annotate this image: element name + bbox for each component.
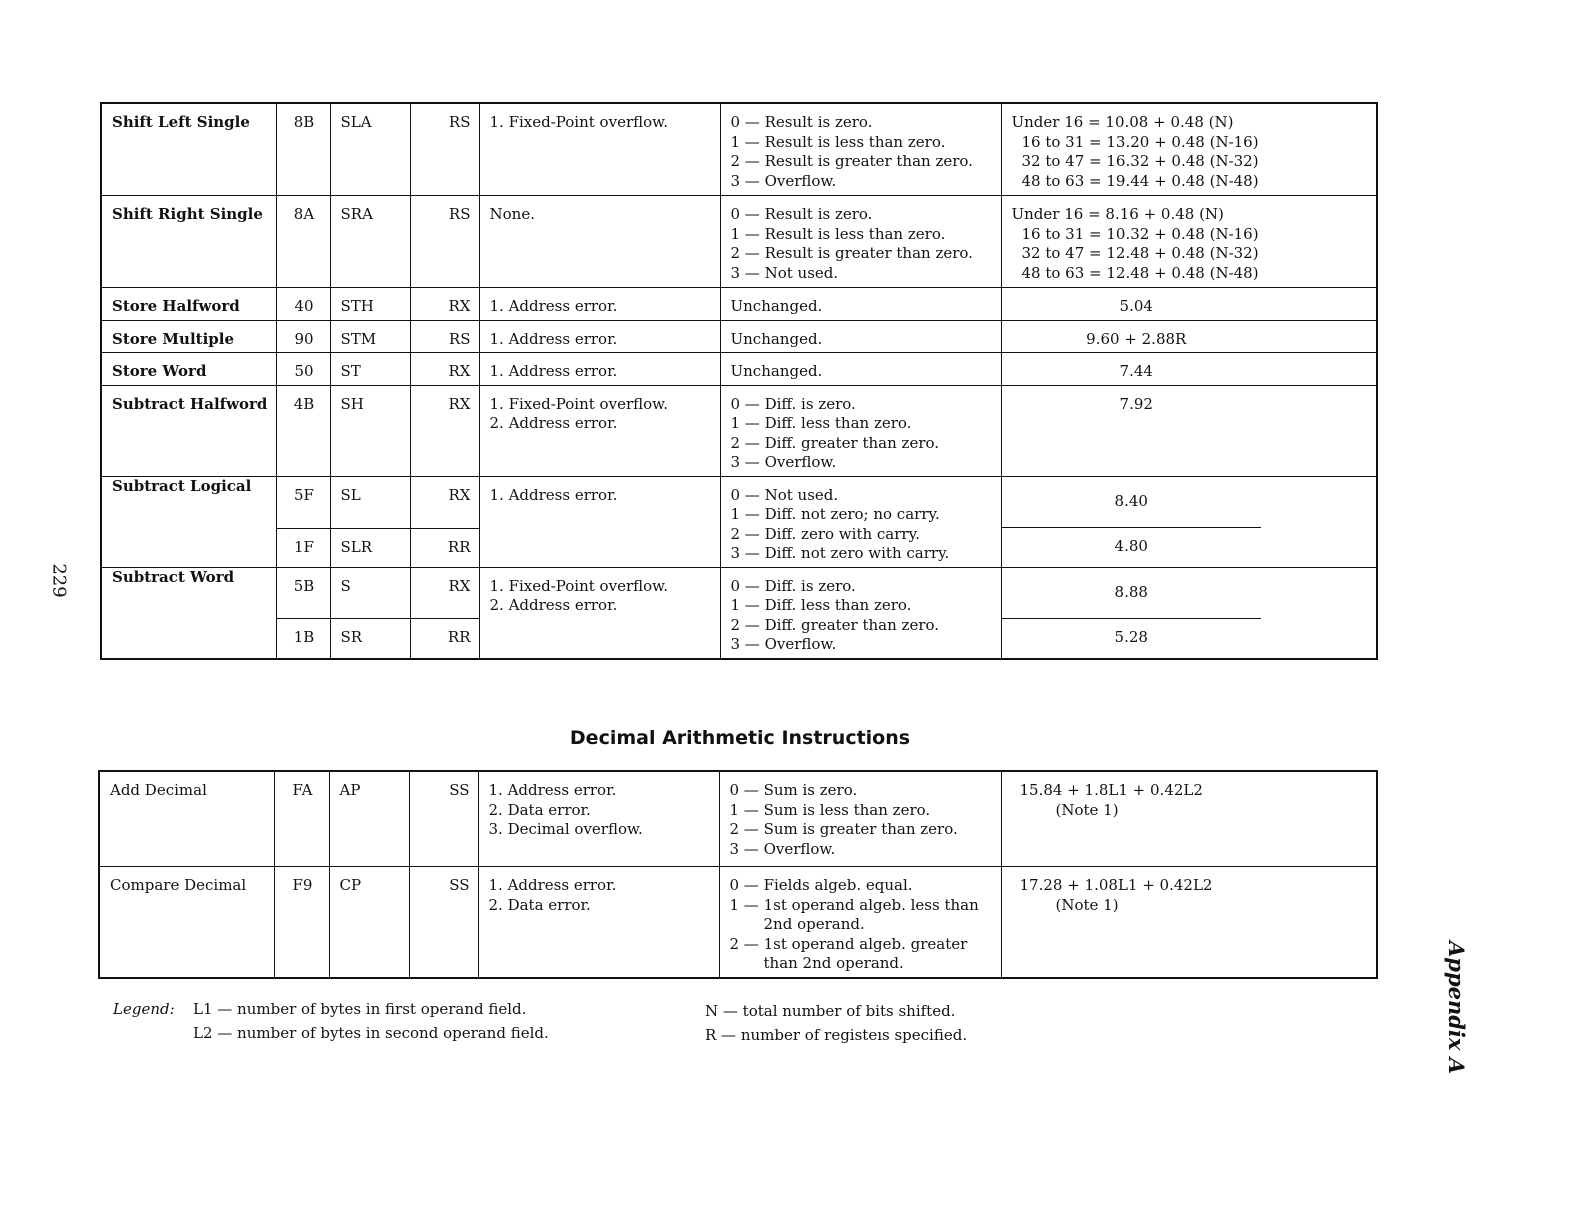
timing-text: 5.28 xyxy=(1114,628,1148,647)
mnemonic-text: STM xyxy=(340,329,377,348)
condition-code-line: 3 — Overflow. xyxy=(730,635,837,653)
exceptions xyxy=(479,567,720,659)
table-row xyxy=(101,476,1377,528)
mnemonic xyxy=(330,528,410,567)
timing xyxy=(1001,103,1377,196)
mnemonic xyxy=(330,619,410,659)
format-type-text: SS xyxy=(449,876,470,894)
timing-line: 15.84 + 1.8L1 + 0.42L2 xyxy=(1019,781,1203,799)
legend-l1: L1 — number of bytes in first operand field. xyxy=(193,1000,527,1018)
format-type xyxy=(410,528,479,567)
format-type xyxy=(410,288,479,321)
mnemonic-text: SRA xyxy=(340,205,373,223)
condition-code-line: 1 — Sum is less than zero. xyxy=(729,800,931,819)
timing-text: 4.80 xyxy=(1114,537,1148,556)
format-type xyxy=(410,320,479,353)
timing-text: 7.44 xyxy=(1119,362,1153,380)
op-code-text: 5B xyxy=(293,576,315,595)
table-row xyxy=(99,771,1377,867)
condition-code-line: 2 — Result is greater than zero. xyxy=(730,244,973,262)
instruction-name-text: Store Word xyxy=(112,362,207,380)
format-type-text: RX xyxy=(448,485,471,504)
condition-code xyxy=(719,867,1001,978)
condition-code-line: 2nd operand. xyxy=(763,915,865,933)
instruction-name xyxy=(101,103,276,196)
exception-line: 1. Fixed-Point overflow. xyxy=(489,394,668,413)
timing-line: Under 16 = 8.16 + 0.48 (N) xyxy=(1011,205,1224,223)
op-code-text: 1F xyxy=(294,537,314,556)
op-code xyxy=(276,353,330,386)
instruction-table-decimal xyxy=(98,770,1378,979)
legend-l2: L2 — number of bytes in second operand field. xyxy=(193,1024,549,1042)
exceptions xyxy=(478,867,719,978)
table-row xyxy=(101,320,1377,353)
mnemonic xyxy=(330,320,410,353)
condition-code-line: 0 — Sum is zero. xyxy=(729,781,858,799)
instruction-name xyxy=(101,567,276,659)
timing xyxy=(1001,567,1377,659)
instruction-name-text: Shift Right Single xyxy=(112,205,263,223)
exception-line: 1. Address error. xyxy=(489,362,618,380)
timing-text: 7.92 xyxy=(1119,394,1153,413)
exception-line: 2. Data error. xyxy=(488,895,591,914)
op-code xyxy=(274,771,329,867)
exceptions xyxy=(479,288,720,321)
mnemonic-text: CP xyxy=(339,876,362,894)
format-type xyxy=(410,353,479,386)
timing-text: 8.40 xyxy=(1002,477,1262,528)
condition-code-line: 3 — Overflow. xyxy=(730,171,837,190)
mnemonic-text: ST xyxy=(340,362,361,380)
condition-code-line: Unchanged. xyxy=(730,362,823,380)
format-type xyxy=(409,771,478,867)
op-code-text: 1B xyxy=(293,628,315,647)
exception-line: 1. Address error. xyxy=(488,781,617,799)
instruction-name xyxy=(101,288,276,321)
condition-code-line: 3 — Not used. xyxy=(730,263,839,282)
legend-r: R — number of registeıs specified. xyxy=(705,1026,968,1044)
op-code xyxy=(276,476,330,528)
instruction-name xyxy=(101,476,276,567)
mnemonic xyxy=(330,196,410,288)
format-type-text: SS xyxy=(449,781,470,799)
format-type-text: RX xyxy=(448,394,471,413)
exception-line: 1. Address error. xyxy=(489,297,618,315)
format-type-text: RS xyxy=(448,329,471,348)
timing xyxy=(1001,867,1377,978)
condition-code-line: 2 — Sum is greater than zero. xyxy=(729,820,958,838)
section-title: Decimal Arithmetic Instructions xyxy=(569,727,911,749)
exception-line: 1. Fixed-Point overflow. xyxy=(489,576,668,595)
condition-code-line: 0 — Result is zero. xyxy=(730,113,873,131)
timing-line: 32 to 47 = 16.32 + 0.48 (N-32) xyxy=(1021,152,1259,170)
instruction-name-text: Subtract Logical xyxy=(112,476,252,495)
mnemonic-text: SR xyxy=(340,628,363,647)
table-row xyxy=(101,567,1377,619)
timing xyxy=(1001,385,1377,476)
format-type-text: RX xyxy=(448,362,471,380)
format-type-text: RX xyxy=(448,297,471,315)
instruction-name-text: Compare Decimal xyxy=(110,876,247,894)
exception-line: 1. Address error. xyxy=(489,329,618,348)
legend-n: N — total number of bits shifted. xyxy=(705,1002,956,1020)
condition-code xyxy=(720,103,1001,196)
timing-split xyxy=(1002,477,1377,567)
timing-line: 32 to 47 = 12.48 + 0.48 (N-32) xyxy=(1021,244,1259,262)
instruction-name xyxy=(101,320,276,353)
table-2-body xyxy=(99,771,1377,978)
exception-line: 1. Fixed-Point overflow. xyxy=(489,113,668,131)
timing xyxy=(1001,288,1377,321)
table-row xyxy=(99,867,1377,978)
instruction-name xyxy=(101,353,276,386)
op-code xyxy=(276,103,330,196)
page-number: 229 xyxy=(48,563,70,598)
condition-code-line: 3 — Overflow. xyxy=(729,839,836,858)
condition-code-line: than 2nd operand. xyxy=(763,954,904,972)
op-code-text: 4B xyxy=(293,394,315,413)
condition-code-line: 1 — Result is less than zero. xyxy=(730,132,946,151)
table-row xyxy=(101,288,1377,321)
mnemonic-text: S xyxy=(340,576,351,595)
condition-code-line: Unchanged. xyxy=(730,297,823,315)
condition-code-line: 0 — Fields algeb. equal. xyxy=(729,876,913,894)
exception-line: 2. Address error. xyxy=(489,414,618,432)
condition-code-line: 0 — Not used. xyxy=(730,485,839,504)
format-type xyxy=(410,567,479,619)
exception-line: None. xyxy=(489,205,535,223)
condition-code-line: 2 — Diff. greater than zero. xyxy=(730,615,940,634)
table-row xyxy=(101,103,1377,196)
format-type xyxy=(410,619,479,659)
exception-line: 1. Address error. xyxy=(489,485,618,504)
timing-text: 9.60 + 2.88R xyxy=(1086,329,1187,348)
condition-code xyxy=(720,567,1001,659)
table-row xyxy=(101,353,1377,386)
timing-split xyxy=(1002,568,1377,658)
op-code xyxy=(276,567,330,619)
timing xyxy=(1001,771,1377,867)
condition-code xyxy=(719,771,1001,867)
condition-code-line: 2 — Result is greater than zero. xyxy=(730,152,973,170)
table-row xyxy=(101,196,1377,288)
condition-code xyxy=(720,385,1001,476)
condition-code-line: 1 — 1st operand algeb. less than xyxy=(729,895,979,914)
mnemonic-text: STH xyxy=(340,297,374,315)
condition-code xyxy=(720,476,1001,567)
instruction-name xyxy=(99,867,274,978)
exceptions xyxy=(479,320,720,353)
op-code xyxy=(276,288,330,321)
timing-text: 8.88 xyxy=(1002,568,1262,619)
instruction-name xyxy=(101,196,276,288)
condition-code xyxy=(720,353,1001,386)
mnemonic-text: SL xyxy=(340,485,361,504)
legend-label: Legend: xyxy=(113,1000,175,1018)
op-code xyxy=(276,619,330,659)
timing xyxy=(1001,353,1377,386)
format-type xyxy=(410,385,479,476)
instruction-name-text: Store Halfword xyxy=(112,297,240,315)
instruction-name-text: Add Decimal xyxy=(110,781,207,799)
condition-code-line: 1 — Diff. less than zero. xyxy=(730,596,912,614)
timing xyxy=(1001,476,1377,567)
mnemonic xyxy=(329,771,409,867)
op-code-text: 5F xyxy=(294,485,314,504)
condition-code-line: 0 — Result is zero. xyxy=(730,205,873,223)
format-type-text: RX xyxy=(448,576,471,595)
format-type xyxy=(410,476,479,528)
legend-right xyxy=(705,999,967,1047)
timing-line: 48 to 63 = 19.44 + 0.48 (N-48) xyxy=(1021,171,1259,190)
op-code xyxy=(276,385,330,476)
mnemonic xyxy=(330,353,410,386)
timing-line: 17.28 + 1.08L1 + 0.42L2 xyxy=(1019,876,1213,894)
instruction-name-text: Subtract Halfword xyxy=(112,394,268,413)
instruction-name xyxy=(99,771,274,867)
condition-code-line: 2 — Diff. zero with carry. xyxy=(730,524,920,543)
running-head: Appendix A xyxy=(1444,940,1470,1075)
condition-code xyxy=(720,288,1001,321)
table-row xyxy=(101,385,1377,476)
timing xyxy=(1001,320,1377,353)
timing-note: (Note 1) xyxy=(1055,895,1119,914)
instruction-table-fixed-point xyxy=(100,102,1378,660)
mnemonic-text: AP xyxy=(339,781,361,799)
condition-code-line: 1 — Diff. less than zero. xyxy=(730,414,912,432)
op-code-text: 50 xyxy=(294,362,314,380)
timing-line: 16 to 31 = 13.20 + 0.48 (N-16) xyxy=(1021,132,1259,151)
timing-line: 16 to 31 = 10.32 + 0.48 (N-16) xyxy=(1021,224,1259,243)
condition-code-line: Unchanged. xyxy=(730,329,823,348)
condition-code-line: 2 — Diff. greater than zero. xyxy=(730,433,940,452)
format-type-text: RR xyxy=(447,537,471,556)
op-code-text: 8A xyxy=(293,205,315,223)
exceptions xyxy=(479,103,720,196)
instruction-name-text: Store Multiple xyxy=(112,329,234,348)
condition-code-line: 1 — Result is less than zero. xyxy=(730,224,946,243)
format-type xyxy=(410,103,479,196)
op-code-text: 90 xyxy=(294,329,314,348)
exceptions xyxy=(479,353,720,386)
mnemonic xyxy=(330,567,410,619)
exception-line: 2. Data error. xyxy=(488,800,591,819)
mnemonic xyxy=(330,385,410,476)
condition-code-line: 3 — Diff. not zero with carry. xyxy=(730,544,950,562)
format-type xyxy=(409,867,478,978)
timing-line: Under 16 = 10.08 + 0.48 (N) xyxy=(1011,113,1234,131)
condition-code-line: 1 — Diff. not zero; no carry. xyxy=(730,505,940,523)
timing-line: 48 to 63 = 12.48 + 0.48 (N-48) xyxy=(1021,263,1259,282)
mnemonic xyxy=(329,867,409,978)
exceptions xyxy=(479,196,720,288)
format-type xyxy=(410,196,479,288)
op-code-text: 8B xyxy=(293,113,315,131)
timing-note: (Note 1) xyxy=(1055,800,1119,819)
instruction-name xyxy=(101,385,276,476)
op-code-text: F9 xyxy=(292,876,313,894)
mnemonic-text: SLR xyxy=(340,537,373,556)
op-code xyxy=(274,867,329,978)
instruction-name-text: Subtract Word xyxy=(112,567,235,586)
op-code xyxy=(276,528,330,567)
timing-text: 5.04 xyxy=(1119,297,1153,315)
op-code xyxy=(276,196,330,288)
condition-code xyxy=(720,320,1001,353)
mnemonic xyxy=(330,288,410,321)
exception-line: 2. Address error. xyxy=(489,596,618,614)
op-code-text: FA xyxy=(292,781,313,799)
condition-code-line: 2 — 1st operand algeb. greater xyxy=(729,934,968,953)
format-type-text: RS xyxy=(448,113,471,131)
exceptions xyxy=(479,385,720,476)
op-code-text: 40 xyxy=(294,297,314,315)
exception-line: 3. Decimal overflow. xyxy=(488,820,643,838)
exceptions xyxy=(478,771,719,867)
condition-code-line: 0 — Diff. is zero. xyxy=(730,576,856,595)
instruction-name-text: Shift Left Single xyxy=(112,113,250,131)
mnemonic xyxy=(330,476,410,528)
condition-code-line: 0 — Diff. is zero. xyxy=(730,394,856,413)
condition-code xyxy=(720,196,1001,288)
legend-left xyxy=(113,997,549,1045)
exceptions xyxy=(479,476,720,567)
mnemonic-text: SH xyxy=(340,394,364,413)
table-1-body xyxy=(101,103,1377,659)
op-code xyxy=(276,320,330,353)
condition-code-line: 3 — Overflow. xyxy=(730,453,837,471)
format-type-text: RR xyxy=(447,628,471,647)
timing xyxy=(1001,196,1377,288)
format-type-text: RS xyxy=(448,205,471,223)
mnemonic-text: SLA xyxy=(340,113,372,131)
exception-line: 1. Address error. xyxy=(488,876,617,894)
mnemonic xyxy=(330,103,410,196)
